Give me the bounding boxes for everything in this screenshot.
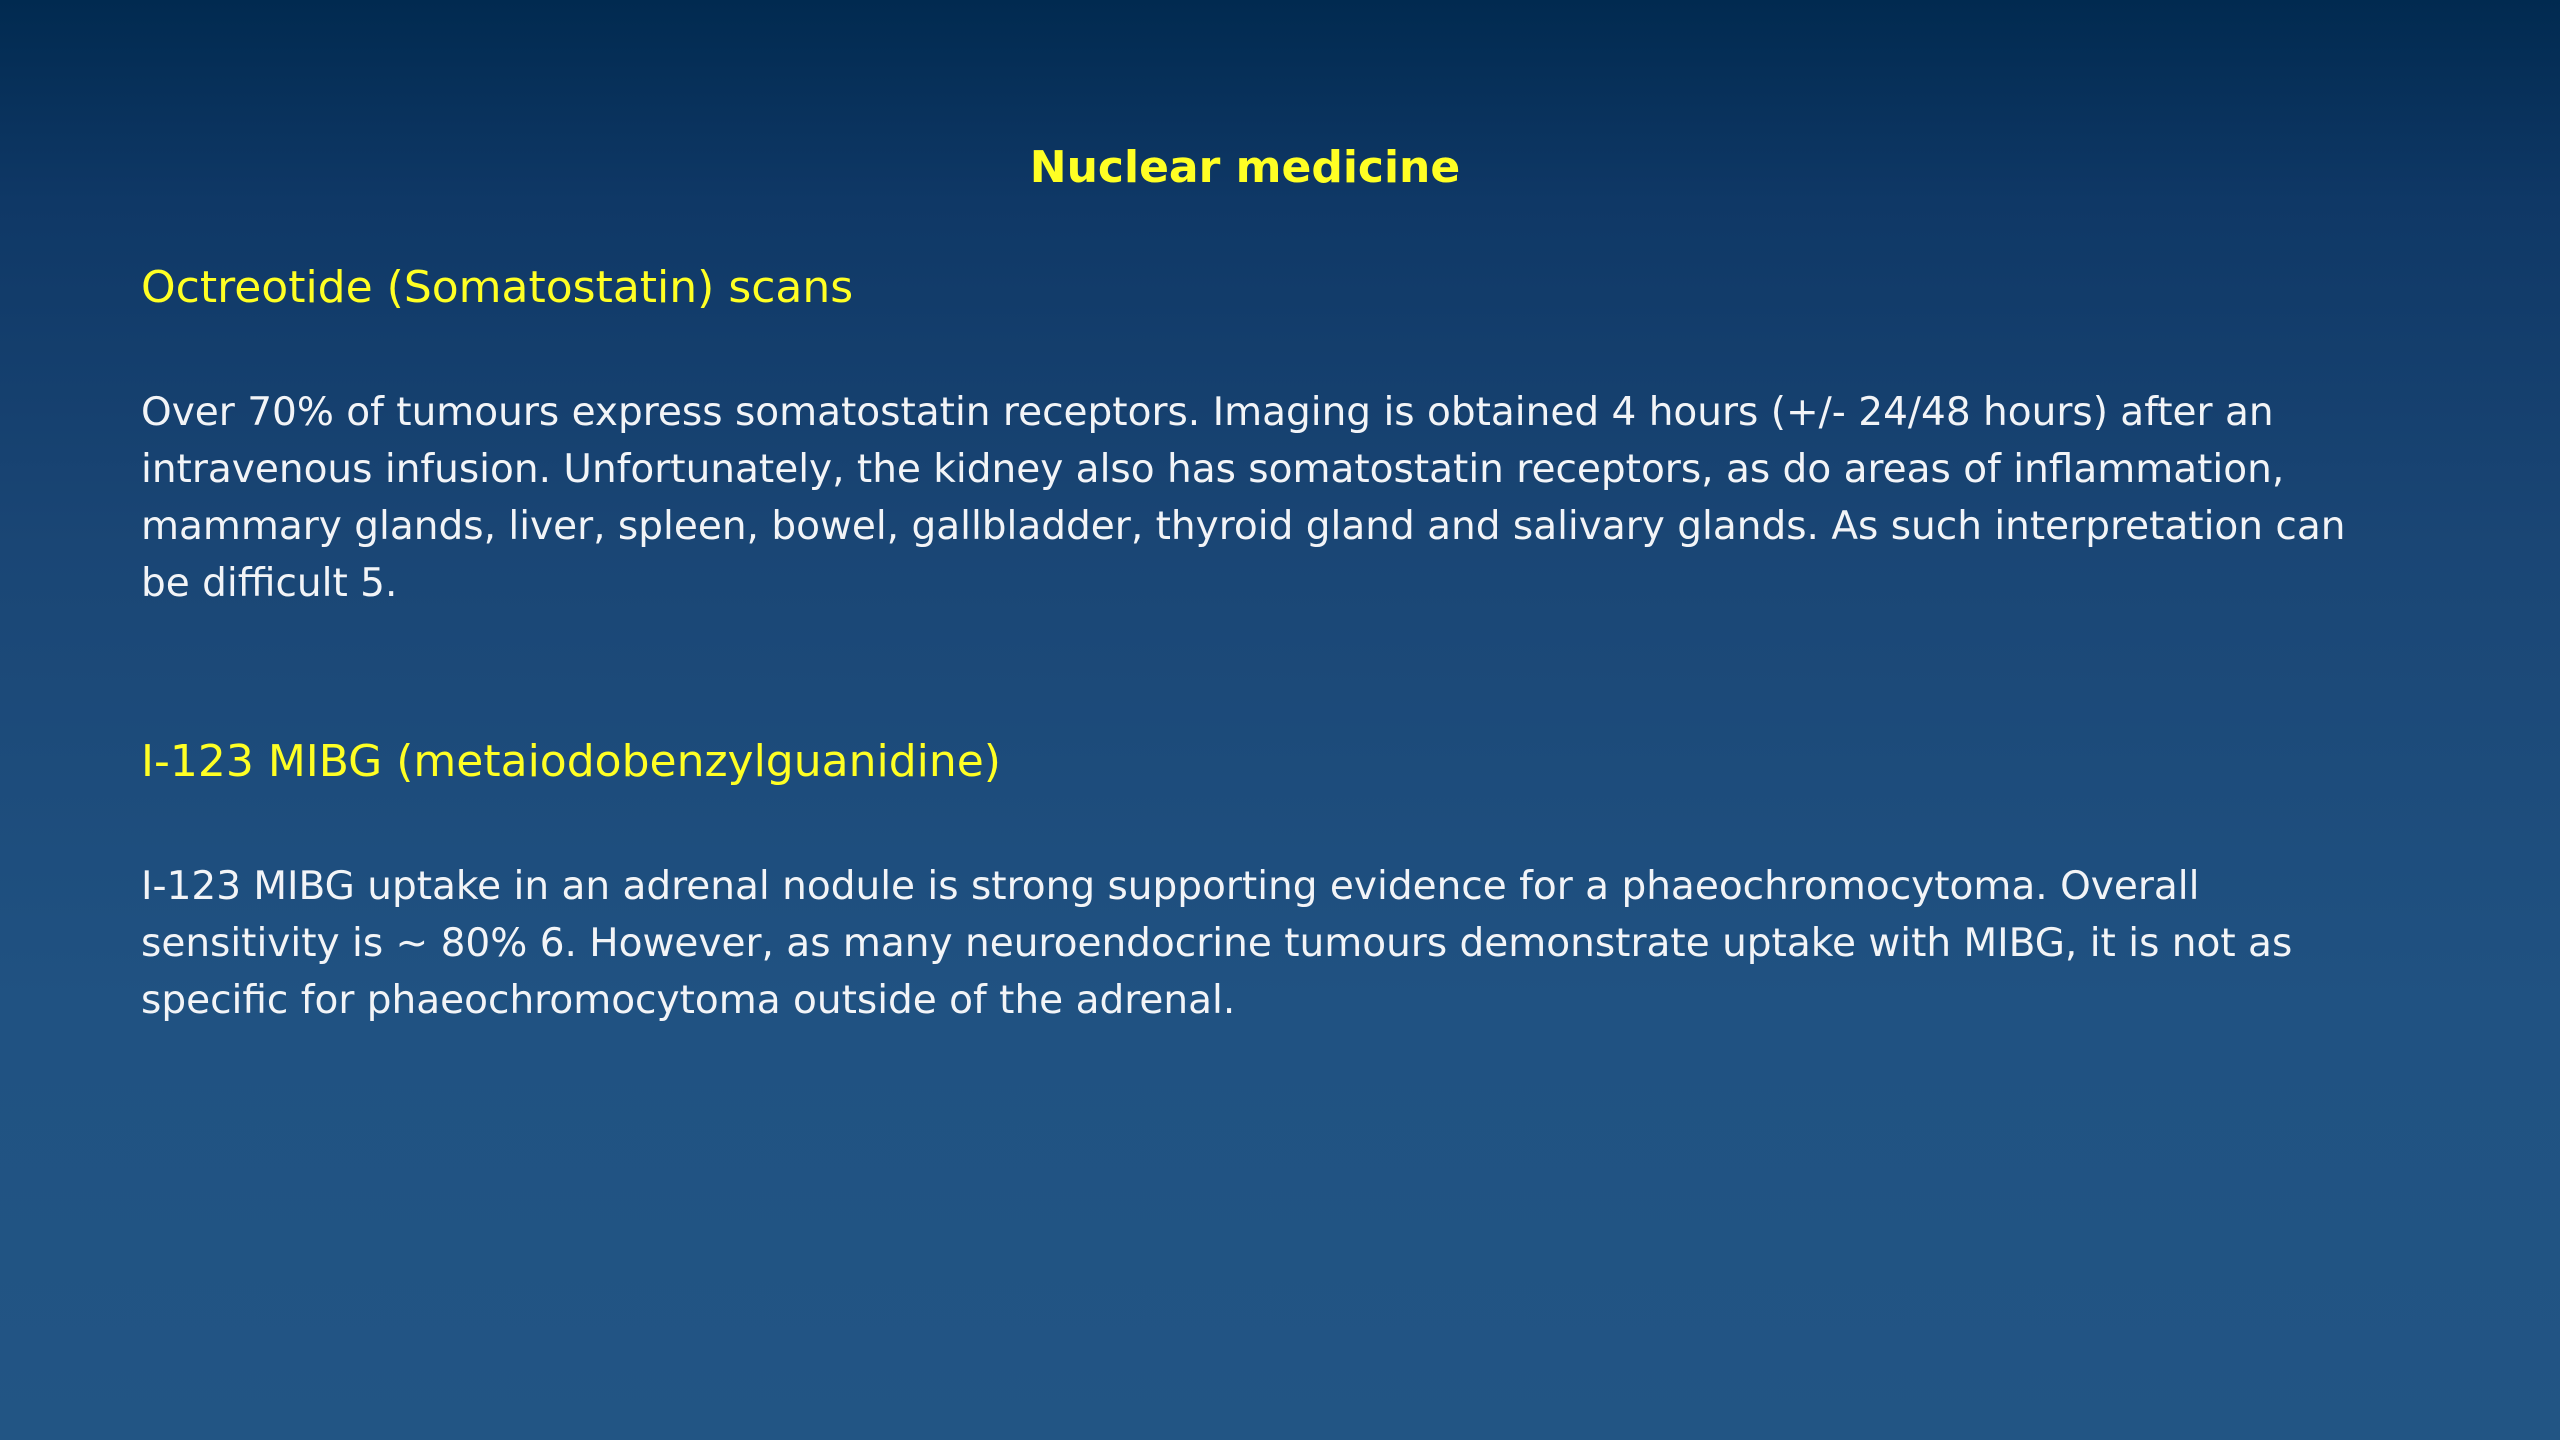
section-body-mibg: I-123 MIBG uptake in an adrenal nodule is strong supporting evidence for a phaeochromocytoma. Overall sensitivity is ~ 80% 6. However, as many neuroendocrine tumours demonstrate uptake with MIBG, it is not as specific for phaeochromocytoma outside of the adrenal. <box>141 864 2293 1023</box>
slide-title: Nuclear medicine <box>1029 142 1461 193</box>
section-heading-octreotide: Octreotide (Somatostatin) scans <box>141 262 854 313</box>
section-body-octreotide: Over 70% of tumours express somatostatin receptors. Imaging is obtained 4 hours (+/- 24/48 hours) after an intravenous infusion. Unfortunately, the kidney also has somatostatin receptors, as do areas of inflammation, mammary glands, liver, spleen, bowel, gallbladder, thyroid gland and salivary glands. As such interpretation can be difficult 5. <box>141 390 2346 606</box>
section-heading-mibg: I-123 MIBG (metaiodobenzylguanidine) <box>141 736 1001 787</box>
